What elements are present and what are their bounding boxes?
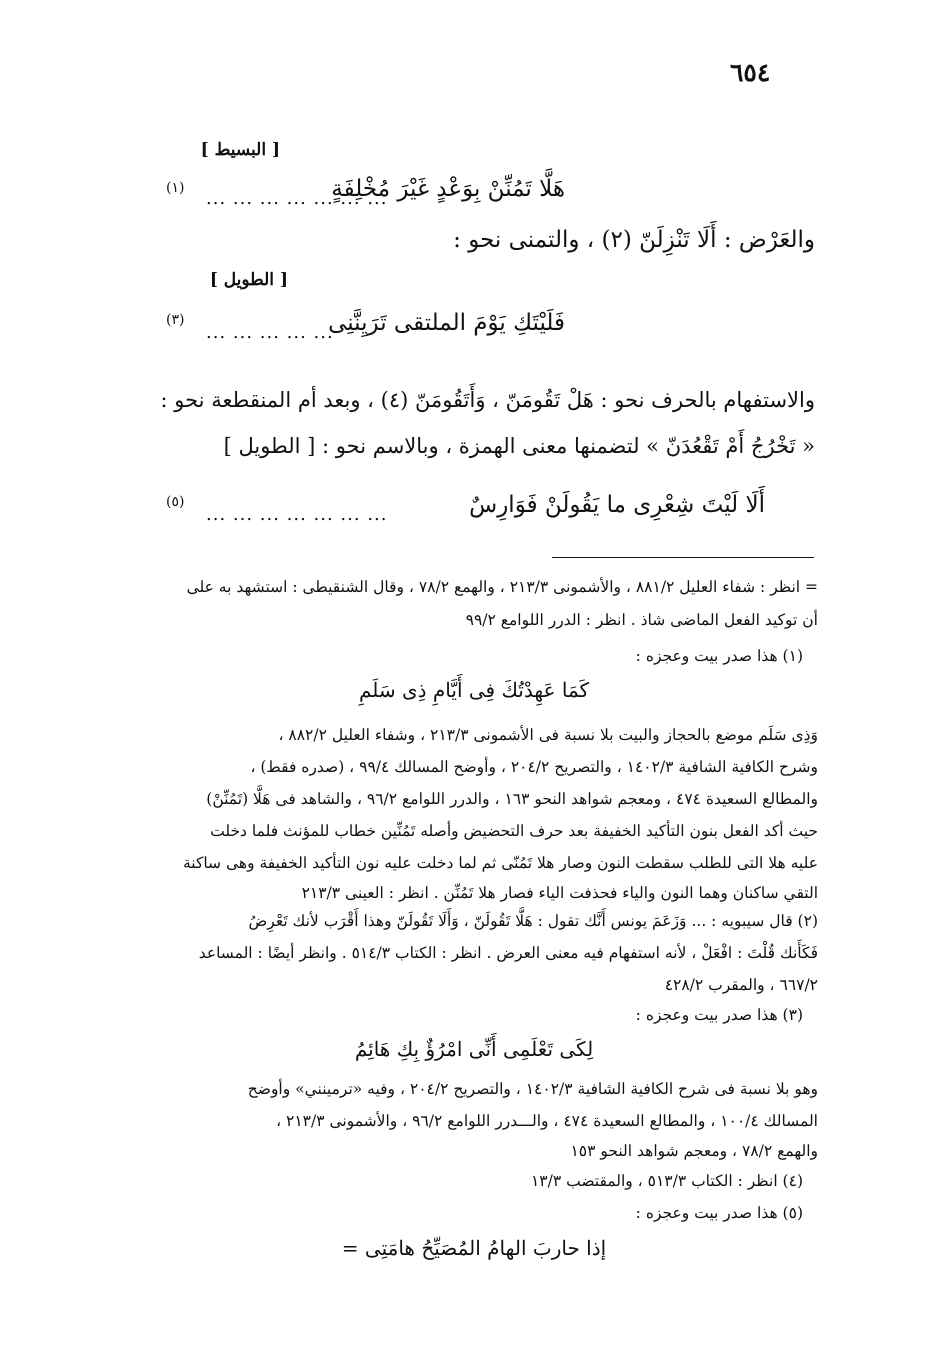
meter-label-tawil: [ الطويل ] <box>209 270 288 290</box>
footnote-1-line-4: حيث أكد الفعل بنون التأكيد الخفيفة بعد حرف التحضيض وأصله تَمُنِّين خطاب للمؤنث فلما دخلت <box>210 822 818 840</box>
meter-label-basit: [ البسيط ] <box>200 140 280 160</box>
verse-1-footnote-ref: (١) <box>166 180 185 196</box>
verse-1: هَلَّا تَمُنِّنْ بِوَعْدٍ غَيْرَ مُخْلِفَةٍ <box>331 176 565 202</box>
verse-3-ellipsis: ... ... ... ... ... ... ... <box>206 504 388 525</box>
footnote-1-line-3: والمطالع السعيدة ٤٧٤ ، ومعجم شواهد النحو ١٦٣ ، والدرر اللوامع ٩٦/٢ ، والشاهد فى هَلَّا (تَمُنِّنْ) <box>206 790 818 808</box>
footnote-1-line-6: التقي ساكنان وهما النون والياء فحذفت الياء فصار هلا تَمُنِّن . انظر : العينى ٢١٣/٣ <box>301 884 818 902</box>
page-number: ٦٥٤ <box>730 58 771 87</box>
line-ard: والعَرْض : أَلَا تَنْزِلَنّ (٢) ، والتمنى نحو : <box>453 227 815 253</box>
verse-3-footnote-ref: (٥) <box>166 494 185 510</box>
footnote-1-verse: كَمَا عَهِدْتُكَ فِى أَيَّامِ ذِى سَلَمِ <box>358 678 590 702</box>
footnote-1-line-5: عليه هلا التى للطلب سقطت النون وصار هلا تَمُنّى ثم لما دخلت عليه نون التأكيد الخفيفة وهى ساكنة <box>182 854 818 872</box>
footnote-2-line-3: ٦٦٧/٢ ، والمقرب ٤٢٨/٢ <box>664 976 818 994</box>
footnote-4: (٤) انظر : الكتاب ٥١٣/٣ ، والمقتضب ١٣/٣ <box>530 1172 803 1190</box>
footnote-5-intro: (٥) هذا صدر بيت وعجزه : <box>635 1204 803 1222</box>
verse-2: فَلَيْتَكِ يَوْمَ الملتقى تَرَيِنَّنِى <box>328 310 565 336</box>
footnote-continued-line-1: = انظر : شفاء العليل ٨٨١/٢ ، والأشمونى ٢١٣/٣ ، والهمع ٧٨/٢ ، وقال الشنقيطى : استشهد به على <box>186 578 818 596</box>
footnote-3-line-1: وهو بلا نسبة فى شرح الكافية الشافية ١٤٠٢/٣ ، والتصريح ٢٠٤/٢ ، وفيه «ترمينني» وأوضح <box>247 1080 818 1098</box>
footnote-2-line-1: (٢) قال سيبويه : ... وَزَعَمَ يونس أَنَّك تقول : هَلَّا تَقُولَنّ ، وَأَلَا تَقُولَنّ وهذا أَقْرَب لأنك تَعْرِضُ <box>248 912 818 930</box>
paragraph-line-1: والاستفهام بالحرف نحو : هَلْ تَقُومَنّ ، وَأَتَقُومَنّ (٤) ، وبعد أم المنقطعة نحو : <box>160 388 815 412</box>
footnote-continued-line-2: أن توكيد الفعل الماضى شاذ . انظر : الدرر اللوامع ٩٩/٢ <box>465 611 818 629</box>
footnote-separator <box>552 557 814 558</box>
footnote-1-intro: (١) هذا صدر بيت وعجزه : <box>635 647 803 665</box>
verse-2-ellipsis: ... ... ... ... ... <box>206 322 334 343</box>
paragraph-line-2: « تَخْرُجُ أَمْ تَقْعُدَنّ » لتضمنها معنى الهمزة ، وبالاسم نحو : [ الطويل ] <box>223 434 815 458</box>
footnote-3-line-2: المسالك ١٠٠/٤ ، والمطالع السعيدة ٤٧٤ ، والـــدرر اللوامع ٩٦/٢ ، والأشمونى ٢١٣/٣ ، <box>276 1112 818 1130</box>
footnote-3-intro: (٣) هذا صدر بيت وعجزه : <box>635 1006 803 1024</box>
verse-3: أَلَا لَيْتَ شِعْرِى ما يَقُولَنْ فَوَارِسٌ <box>469 492 765 518</box>
footnote-3-verse: لِكَى تَعْلَمِى أَنِّى امْرُؤٌ بِكِ هَائِمُ <box>354 1037 594 1061</box>
verse-2-footnote-ref: (٣) <box>166 312 185 328</box>
footnote-1-line-1: وَذِى سَلَم موضع بالحجاز والبيت بلا نسبة فى الأشمونى ٢١٣/٣ ، وشفاء العليل ٨٨٢/٢ ، <box>278 726 818 744</box>
footnote-1-line-2: وشرح الكافية الشافية ١٤٠٢/٣ ، والتصريح ٢٠٤/٢ ، وأوضح المسالك ٩٩/٤ ، (صدره فقط) ، <box>250 758 818 776</box>
footnote-3-line-3: والهمع ٧٨/٢ ، ومعجم شواهد النحو ١٥٣ <box>570 1142 818 1160</box>
verse-1-ellipsis: ... ... ... ... ... ... ... <box>206 188 388 209</box>
footnote-5-verse: إذا حاربَ الهامُ المُصَيِّحُ هامَتِى = <box>341 1236 607 1260</box>
footnote-2-line-2: فَكَأَنك قُلْتَ : افْعَلْ ، لأنه استفهام فيه معنى العرض . انظر : الكتاب ٥١٤/٣ . وانظر أيضًا : المساعد <box>198 944 818 962</box>
